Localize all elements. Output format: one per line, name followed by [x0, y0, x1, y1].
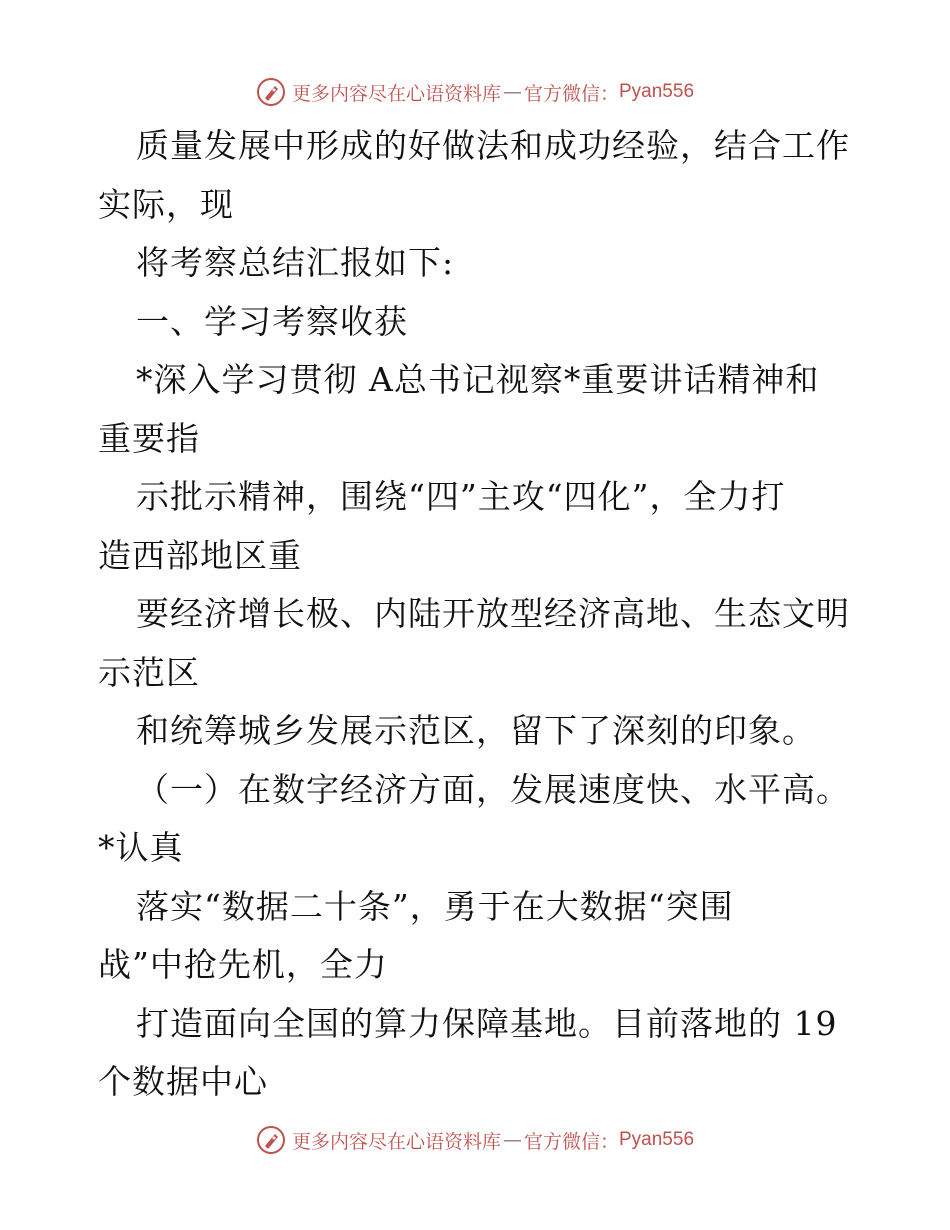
paragraph-line: 要经济增长极、内陆开放型经济高地、生态文明: [136, 594, 850, 633]
document-body: [98, 117, 858, 1112]
paragraph-line: 实际，现: [98, 184, 234, 224]
footer-watermark: [0, 1120, 950, 1160]
paragraph-line: *深入学习贯彻 A总书记视察*重要讲话精神和: [136, 360, 820, 399]
watermark-handle: Pyan556: [619, 81, 695, 102]
paragraph-line: 示范区: [98, 652, 200, 692]
paragraph-line: （一）在数字经济方面，发展速度快、水平高。: [136, 769, 850, 809]
paragraph-line: 一、学习考察收获: [136, 301, 408, 341]
paragraph-line: 将考察总结汇报如下:: [136, 243, 455, 282]
header-watermark: [0, 72, 950, 112]
watermark-brand-text: 更多内容尽在心语资料库: [291, 82, 501, 105]
paragraph-line: 落实“数据二十条”，勇于在大数据“突围: [136, 886, 734, 926]
watermark-official-text: 官方微信：: [523, 1130, 619, 1153]
paragraph-line: 造西部地区重: [98, 535, 302, 575]
paragraph-line: 质量发展中形成的好做法和成功经验，结合工作: [136, 126, 850, 165]
paragraph-line: 个数据中心: [98, 1062, 268, 1101]
watermark-brand-text: 更多内容尽在心语资料库: [291, 1130, 501, 1153]
paragraph-line: *认真: [98, 828, 184, 867]
paragraph-line: 战”中抢先机，全力: [98, 945, 388, 984]
watermark-separator: —: [502, 81, 522, 103]
paragraph-line: 示批示精神，围绕“四”主攻“四化”，全力打: [136, 477, 786, 516]
paragraph-line: 重要指: [98, 418, 200, 458]
paragraph-line: 打造面向全国的算力保障基地。目前落地的 19: [136, 1003, 838, 1043]
watermark-handle: Pyan556: [619, 1129, 695, 1150]
watermark-official-text: 官方微信：: [523, 82, 619, 105]
pen-nib-logo-icon: [256, 1125, 286, 1155]
pen-nib-logo-icon: [256, 77, 286, 107]
paragraph-line: 和统筹城乡发展示范区，留下了深刻的印象。: [136, 711, 816, 750]
watermark-separator: —: [502, 1129, 522, 1151]
